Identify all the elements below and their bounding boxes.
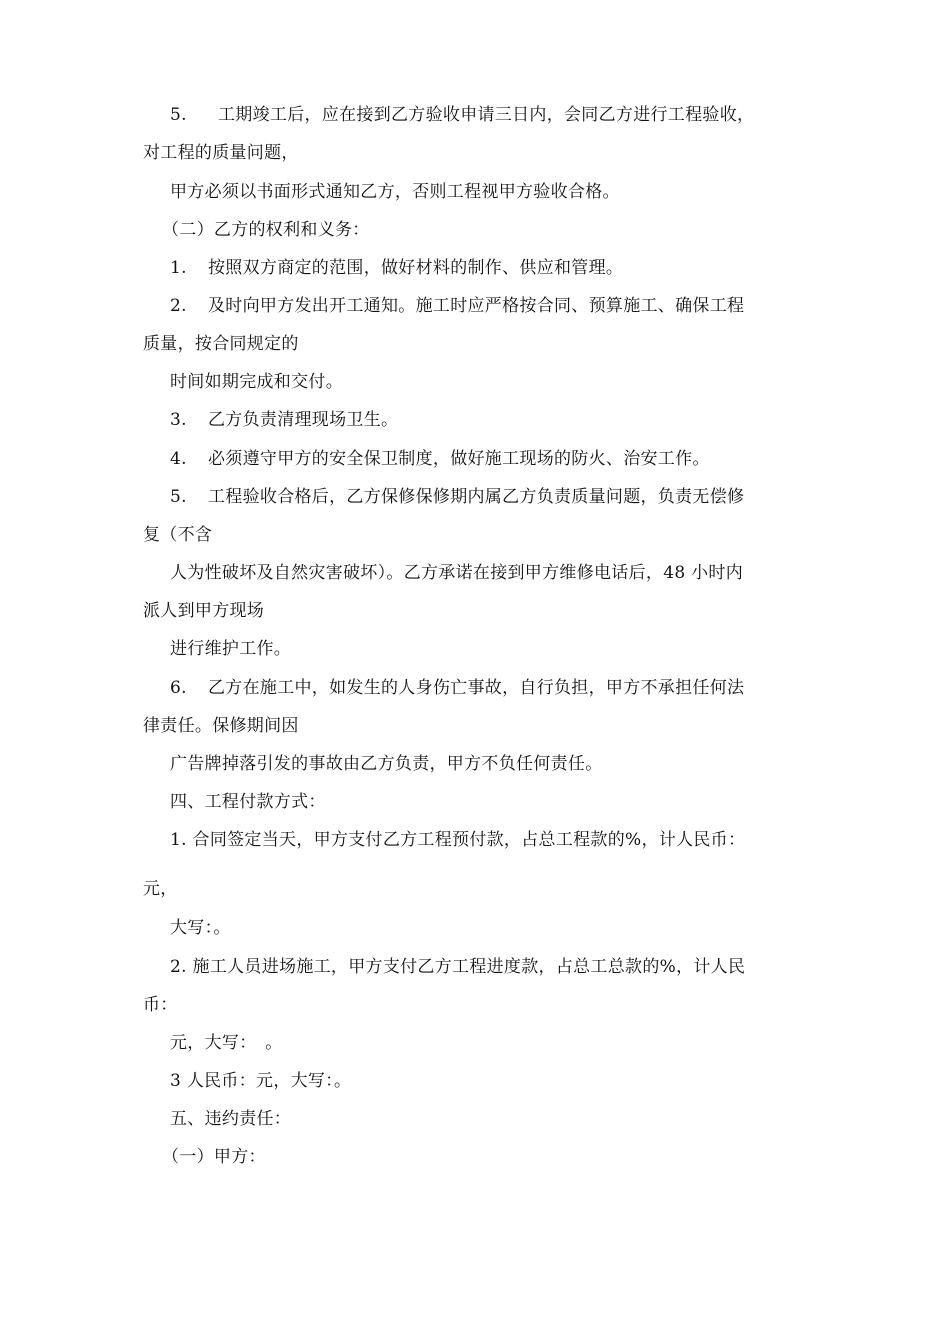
text-line [143,524,212,546]
text-line [170,104,754,126]
text-line [170,956,745,978]
text-line [143,878,178,900]
text-line [170,753,603,775]
line-text: 五、违约责任： [170,1109,292,1129]
text-line [170,371,343,393]
text-line [170,409,398,431]
text-line [143,142,299,164]
line-text: 甲方必须以书面形式通知乙方，否则工程视甲方验收合格。 [170,182,620,202]
item-number: 5. [170,487,187,507]
text-line [170,257,623,279]
item-number: 2. [170,296,187,316]
line-text: 复（不含 [143,525,213,545]
item-number: 4. [170,449,187,469]
text-line [143,333,299,355]
line-text: 派人到甲方现场 [143,601,265,621]
line-text: 工期竣工后，应在接到乙方验收申请三日内，会同乙方进行工程验收， [218,105,755,125]
item-number: 6. [170,678,187,698]
line-text: 乙方负责清理现场卫生。 [208,410,399,430]
text-line [170,829,745,851]
line-text: 乙方在施工中，如发生的人身伤亡事故，自行负担，甲方不承担任何法 [208,678,745,698]
item-number: 5. [170,105,187,125]
text-line [170,1108,291,1130]
line-text: 3 人民币：元，大写：。 [170,1071,352,1091]
line-text: （二）乙方的权利和义务： [162,220,370,240]
line-text: 质量，按合同规定的 [143,334,299,354]
line-text: 律责任。保修期间因 [143,716,299,736]
line-text: 时间如期完成和交付。 [170,372,343,392]
line-text: 对工程的质量问题， [143,143,299,163]
line-text: 进行维护工作。 [170,639,292,659]
text-line [170,677,744,699]
line-text: 2. 施工人员进场施工，甲方支付乙方工程进度款，占总工总款的%，计人民 [170,957,746,977]
line-text: 1. 合同签定当天，甲方支付乙方工程预付款，占总工程款的%，计人民币： [170,830,746,850]
text-line [162,1146,266,1168]
text-line [170,917,231,939]
line-text: 元，大写： 。 [170,1033,283,1053]
line-text: （一）甲方： [162,1147,266,1167]
text-line [170,562,743,584]
line-text: 按照双方商定的范围，做好材料的制作、供应和管理。 [208,258,624,278]
line-text: 及时向甲方发出开工通知。施工时应严格按合同、预算施工、确保工程 [208,296,745,316]
line-text: 工程验收合格后，乙方保修保修期内属乙方负责质量问题，负责无偿修 [208,487,745,507]
text-line [143,994,178,1016]
text-line [143,600,264,622]
text-line [170,181,620,203]
text-line [170,486,744,508]
text-line [170,791,326,813]
text-line [170,295,744,317]
text-line [170,638,291,660]
line-text: 大写：。 [170,918,231,938]
text-line [170,1070,351,1092]
text-line [170,448,710,470]
line-text: 四、工程付款方式： [170,792,326,812]
line-text: 币： [143,995,178,1015]
line-text: 广告牌掉落引发的事故由乙方负责，甲方不负任何责任。 [170,754,603,774]
item-number: 1. [170,258,187,278]
line-text: 必须遵守甲方的安全保卫制度，做好施工现场的防火、治安工作。 [208,449,710,469]
item-number: 3. [170,410,187,430]
text-line [143,715,299,737]
line-text: 人为性破坏及自然灾害破坏）。乙方承诺在接到甲方维修电话后，48 小时内 [170,563,744,583]
text-line [170,1032,283,1054]
line-text: 元， [143,879,178,899]
text-line [162,219,370,241]
